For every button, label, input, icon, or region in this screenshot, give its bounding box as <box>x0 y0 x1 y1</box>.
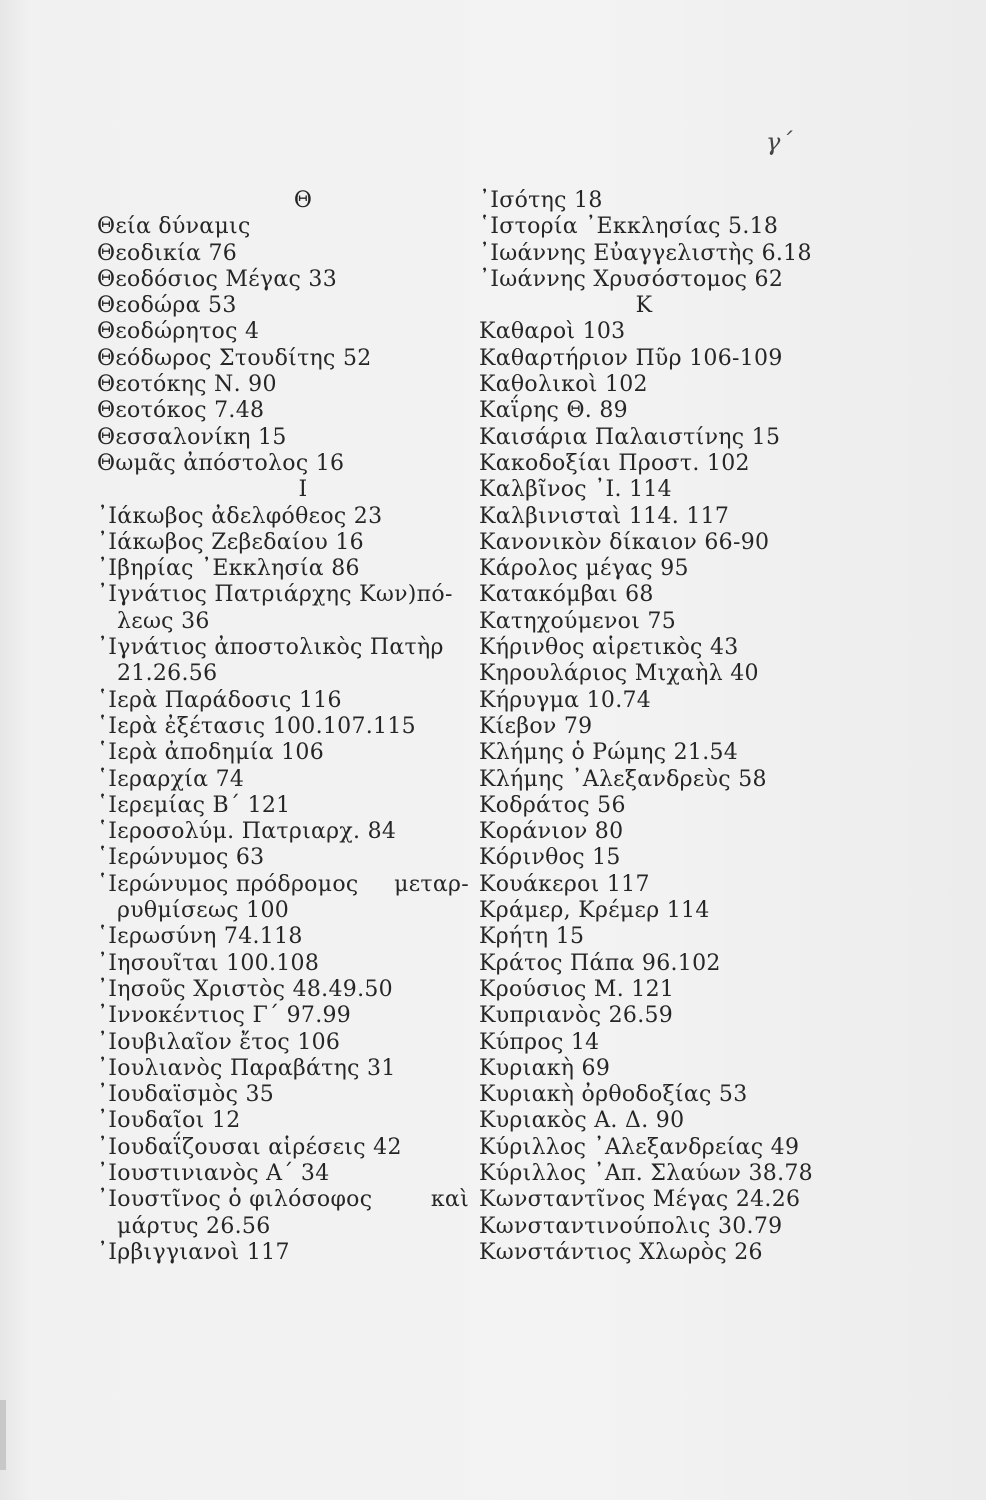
index-entry: ᾿Ιγνάτιος Πατριάρχης Κων)πό- <box>97 582 453 608</box>
index-entry <box>97 1187 469 1213</box>
index-entry: ῾Ιεροσολύμ. Πατριαρχ. 84 <box>97 819 397 845</box>
index-entry: Θεία δύναμις <box>97 214 251 240</box>
index-entry: Κωνσταντῖνος Μέγας 24.26 <box>479 1187 801 1213</box>
index-entry: ῾Ιερὰ ἀποδημία 106 <box>97 740 325 766</box>
index-entry: Κύπρος 14 <box>479 1029 600 1055</box>
index-entry: ᾿Ιησουῖται 100.108 <box>97 950 320 976</box>
index-entry: Κράτος Πάπα 96.102 <box>479 950 721 976</box>
index-entry: Θεσσαλονίκη 15 <box>97 424 287 450</box>
index-entry-part: ᾿Ιουστῖνος ὁ φιλόσοφος <box>97 1187 373 1213</box>
index-entry: ᾿Ιουβιλαῖον ἔτος 106 <box>97 1029 341 1055</box>
index-entry: ῾Ιερώνυμος 63 <box>97 845 265 871</box>
index-entry: Θεοδόσιος Μέγας 33 <box>97 266 338 292</box>
index-entry-part: μεταρ- <box>394 871 469 897</box>
index-entry: Θεοδικία 76 <box>97 240 238 266</box>
index-entry: Κύριλλος ᾿Αλεξανδρείας 49 <box>479 1134 800 1160</box>
index-entry: ᾿Ιγνάτιος ἀποστολικὸς Πατὴρ <box>97 635 444 661</box>
index-entry: Καθαροὶ 103 <box>479 319 626 345</box>
index-entry: Κόρινθος 15 <box>479 845 621 871</box>
index-entry: ῾Ιστορία ᾿Εκκλησίας 5.18 <box>479 214 779 240</box>
index-entry: ῾Ιερεμίας Β΄ 121 <box>97 792 291 818</box>
index-entry: Θεοδώρητος 4 <box>97 319 260 345</box>
index-entry: ᾿Ιωάννης Χρυσόστομος 62 <box>479 266 784 292</box>
section-letter: Ι <box>298 477 308 503</box>
index-entry: ᾿Ιβηρίας ᾿Εκκλησία 86 <box>97 556 360 582</box>
section-letter: Κ <box>635 293 653 319</box>
index-entry: Κυριακὴ 69 <box>479 1055 611 1081</box>
index-entry: Κάρολος μέγας 95 <box>479 556 689 582</box>
index-entry: ᾿Ιησοῦς Χριστὸς 48.49.50 <box>97 976 393 1002</box>
index-entry: ᾿Ιάκωβος Ζεβεδαίου 16 <box>97 529 364 555</box>
index-entry: Κυπριανὸς 26.59 <box>479 1003 674 1029</box>
index-entry-continuation: λεως 36 <box>117 608 210 634</box>
index-entry-part: ῾Ιερώνυμος πρόδρομος <box>97 871 359 897</box>
index-entry: ᾿Ιωάννης Εὐαγγελιστὴς 6.18 <box>479 240 812 266</box>
index-entry: Κυριακὸς Α. Δ. 90 <box>479 1108 685 1134</box>
index-entry: ῾Ιεραρχία 74 <box>97 766 245 792</box>
index-entry: Κλήμης ᾿Αλεξανδρεὺς 58 <box>479 766 767 792</box>
index-entry: ᾿Ιννοκέντιος Γ΄ 97.99 <box>97 1003 352 1029</box>
index-entry: Θεοδώρα 53 <box>97 293 237 319</box>
section-letter: Θ <box>293 188 313 213</box>
index-entry: Καθαρτήριον Πῦρ 106-109 <box>479 345 783 371</box>
index-entry: ᾿Ιουδαῖοι 12 <box>97 1108 241 1134</box>
index-entry: Κατακόμβαι 68 <box>479 582 654 608</box>
index-entry: ᾿Ιουλιανὸς Παραβάτης 31 <box>97 1055 396 1081</box>
index-entry: ῾Ιερὰ ἐξέτασις 100.107.115 <box>97 713 416 739</box>
index-entry: Καΐρης Θ. 89 <box>479 398 628 424</box>
index-entry: Κακοδοξίαι Προστ. 102 <box>479 450 750 476</box>
index-entry-part: καὶ <box>430 1187 469 1213</box>
page-edge-shadow <box>0 1400 6 1470</box>
index-entry: Κοράνιον 80 <box>479 819 624 845</box>
index-entry: Θεοτόκος 7.48 <box>97 398 265 424</box>
index-entry: Κήρυγμα 10.74 <box>479 687 652 713</box>
index-entry: Κοδράτος 56 <box>479 792 626 818</box>
index-entry: ᾿Ισότης 18 <box>479 188 603 213</box>
index-entry: Θεοτόκης Ν. 90 <box>97 372 277 398</box>
index-entry: Κλήμης ὁ Ρώμης 21.54 <box>479 740 739 766</box>
index-entry: Κρήτη 15 <box>479 924 585 950</box>
index-entry: Θεόδωρος Στουδίτης 52 <box>97 345 372 371</box>
index-entry: Καλβῖνος ᾿Ι. 114 <box>479 477 672 503</box>
index-entry: Κουάκεροι 117 <box>479 871 650 897</box>
index-entry: Καισάρια Παλαιστίνης 15 <box>479 424 781 450</box>
index-entry: Κανονικὸν δίκαιον 66-90 <box>479 529 770 555</box>
index-entry: ῾Ιερωσύνη 74.118 <box>97 924 303 950</box>
index-entry: Θωμᾶς ἀπόστολος 16 <box>97 450 345 476</box>
index-entry: ῾Ιερὰ Παράδοσις 116 <box>97 687 342 713</box>
index-entry: Καλβινισταὶ 114. 117 <box>479 503 730 529</box>
page-number: γ΄ <box>766 128 793 156</box>
index-entry: Κυριακὴ ὀρθοδοξίας 53 <box>479 1082 748 1108</box>
index-column-right <box>479 188 813 1266</box>
index-entry: Κωνστάντιος Χλωρὸς 26 <box>479 1239 763 1265</box>
index-entry: Κήρινθος αἱρετικὸς 43 <box>479 635 739 661</box>
index-entry: ᾿Ιουδαΐζουσαι αἱρέσεις 42 <box>97 1134 402 1160</box>
index-entry: Καθολικοὶ 102 <box>479 372 648 398</box>
index-entry: Κωνσταντινούπολις 30.79 <box>479 1213 783 1239</box>
index-entry-continuation: μάρτυς 26.56 <box>117 1213 271 1239</box>
index-entry: Κίεβον 79 <box>479 713 593 739</box>
index-entry: ᾿Ιουδαϊσμὸς 35 <box>97 1082 275 1108</box>
index-entry-continuation: ρυθμίσεως 100 <box>117 898 290 924</box>
index-entry <box>97 872 469 898</box>
index-entry: Κηρουλάριος Μιχαὴλ 40 <box>479 661 759 687</box>
index-entry: Κύριλλος ᾿Απ. Σλαύων 38.78 <box>479 1160 813 1186</box>
index-entry: Κατηχούμενοι 75 <box>479 608 677 634</box>
index-column-left <box>97 188 469 1266</box>
index-entry: Κράμερ, Κρέμερ 114 <box>479 898 710 924</box>
index-entry: Κρούσιος Μ. 121 <box>479 976 675 1002</box>
index-entry: ᾿Ιρβιγγιανοὶ 117 <box>97 1239 290 1265</box>
index-entry: ᾿Ιουστινιανὸς Α΄ 34 <box>97 1160 330 1186</box>
index-entry: ᾿Ιάκωβος ἀδελφόθεος 23 <box>97 503 383 529</box>
index-entry-continuation: 21.26.56 <box>117 661 218 687</box>
